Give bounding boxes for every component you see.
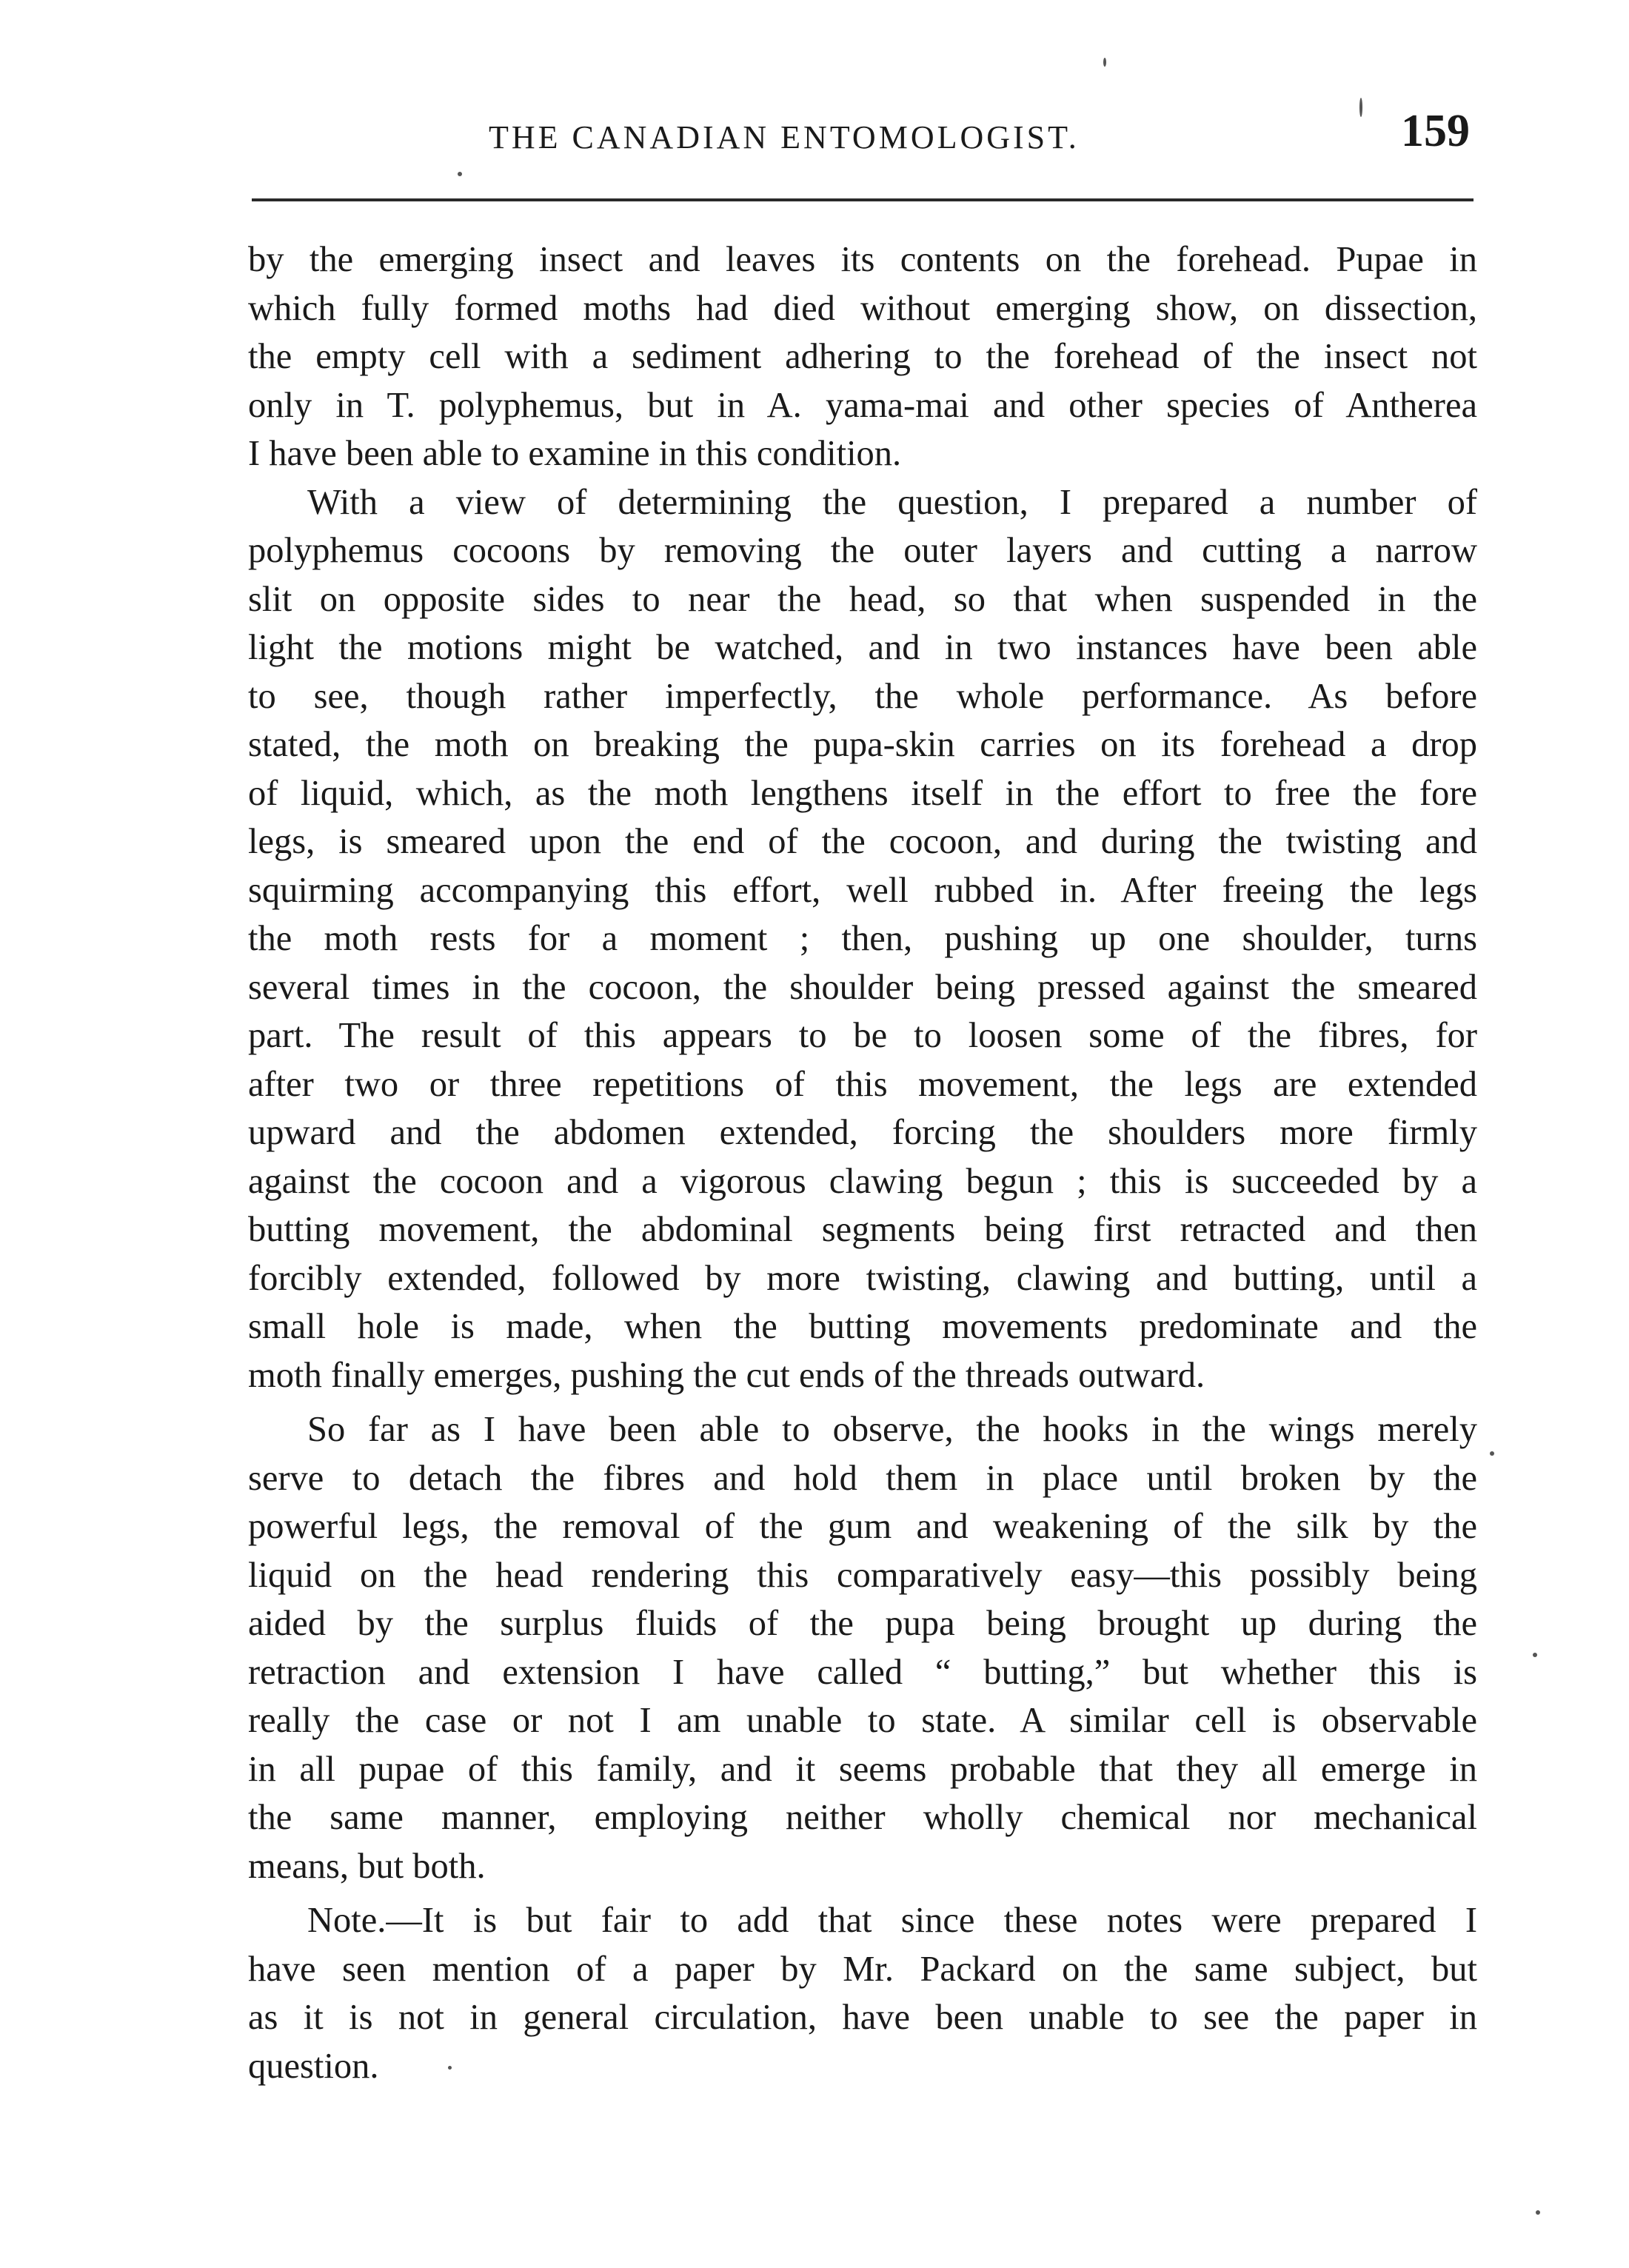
text-line: I have been able to examine in this condition. [248,434,902,473]
text-line: With a view of determining the question, I prepared a number of [307,482,1477,522]
scan-speck [1533,1653,1537,1657]
text-line: aided by the surplus fluids of the pupa being brought up during the [248,1604,1477,1643]
body-text [248,235,1477,2090]
text-line: several times in the cocoon, the shoulder being pressed against the smeared [248,967,1477,1007]
scan-speck [1536,2210,1540,2215]
text-line: to see, though rather imperfectly, the whole performance. As before [248,676,1477,716]
text-line: powerful legs, the removal of the gum and weakening of the silk by the [248,1507,1477,1546]
header-rule [252,198,1474,201]
text-line: serve to detach the fibres and hold them in place until broken by the [248,1458,1477,1498]
text-line: butting movement, the abdominal segments being first retracted and then [248,1210,1477,1249]
text-line: retraction and extension I have called “ butting,” but whether this is [248,1652,1477,1692]
scan-speck [1490,1451,1494,1456]
scan-speck [1359,98,1362,117]
text-line: Note.—It is but fair to add that since these notes were prepared I [307,1901,1477,1940]
text-line: So far as I have been able to observe, the hooks in the wings merely [307,1410,1477,1449]
text-line: in all pupae of this family, and it seems probable that they all emerge in [248,1749,1477,1789]
text-line: after two or three repetitions of this movement, the legs are extended [248,1064,1477,1104]
running-head: THE CANADIAN ENTOMOLOGIST. [489,119,1080,155]
text-line: which fully formed moths had died without emerging show, on dissection, [248,288,1477,328]
scan-speck [458,172,462,176]
page-number: 159 [1401,106,1470,156]
text-line: moth finally emerges, pushing the cut ends of the threads outward. [248,1355,1205,1395]
scan-speck [1103,58,1106,67]
paragraph-2 [248,478,1477,1400]
paragraph-1 [248,235,1477,478]
text-line: slit on opposite sides to near the head, so that when suspended in the [248,579,1477,619]
text-line: liquid on the head rendering this comparatively easy—this possibly being [248,1555,1477,1595]
text-line: only in T. polyphemus, but in A. yama-mai and other species of Antherea [248,385,1477,425]
paragraph-3 [248,1405,1477,1890]
scan-speck [448,2066,452,2070]
text-line: question. [248,2046,379,2086]
text-line: as it is not in general circulation, have been unable to see the paper in [248,1998,1477,2037]
note-paragraph [248,1896,1477,2090]
text-line: have seen mention of a paper by Mr. Packard on the same subject, but [248,1949,1477,1989]
text-line: polyphemus cocoons by removing the outer layers and cutting a narrow [248,531,1477,570]
text-line: the moth rests for a moment ; then, pushing up one shoulder, turns [248,919,1477,958]
text-line: of liquid, which, as the moth lengthens itself in the effort to free the fore [248,773,1477,813]
text-line: stated, the moth on breaking the pupa-skin carries on its forehead a drop [248,725,1477,764]
text-line: legs, is smeared upon the end of the cocoon, and during the twisting and [248,822,1477,861]
text-line: by the emerging insect and leaves its contents on the forehead. Pupae in [248,240,1477,279]
text-line: the same manner, employing neither wholly chemical nor mechanical [248,1798,1477,1837]
text-line: forcibly extended, followed by more twisting, clawing and butting, until a [248,1258,1477,1298]
text-line: squirming accompanying this effort, well rubbed in. After freeing the legs [248,870,1477,910]
text-line: upward and the abdomen extended, forcing the shoulders more firmly [248,1113,1477,1152]
text-line: light the motions might be watched, and in two instances have been able [248,628,1477,667]
text-line: really the case or not I am unable to state. A similar cell is observable [248,1701,1477,1740]
text-line: means, but both. [248,1846,486,1886]
text-line: small hole is made, when the butting movements predominate and the [248,1307,1477,1346]
page-header [248,106,1477,178]
text-line: the empty cell with a sediment adhering to the forehead of the insect not [248,337,1477,376]
text-line: against the cocoon and a vigorous clawing begun ; this is succeeded by a [248,1161,1477,1201]
text-line: part. The result of this appears to be to loosen some of the fibres, for [248,1016,1477,1055]
